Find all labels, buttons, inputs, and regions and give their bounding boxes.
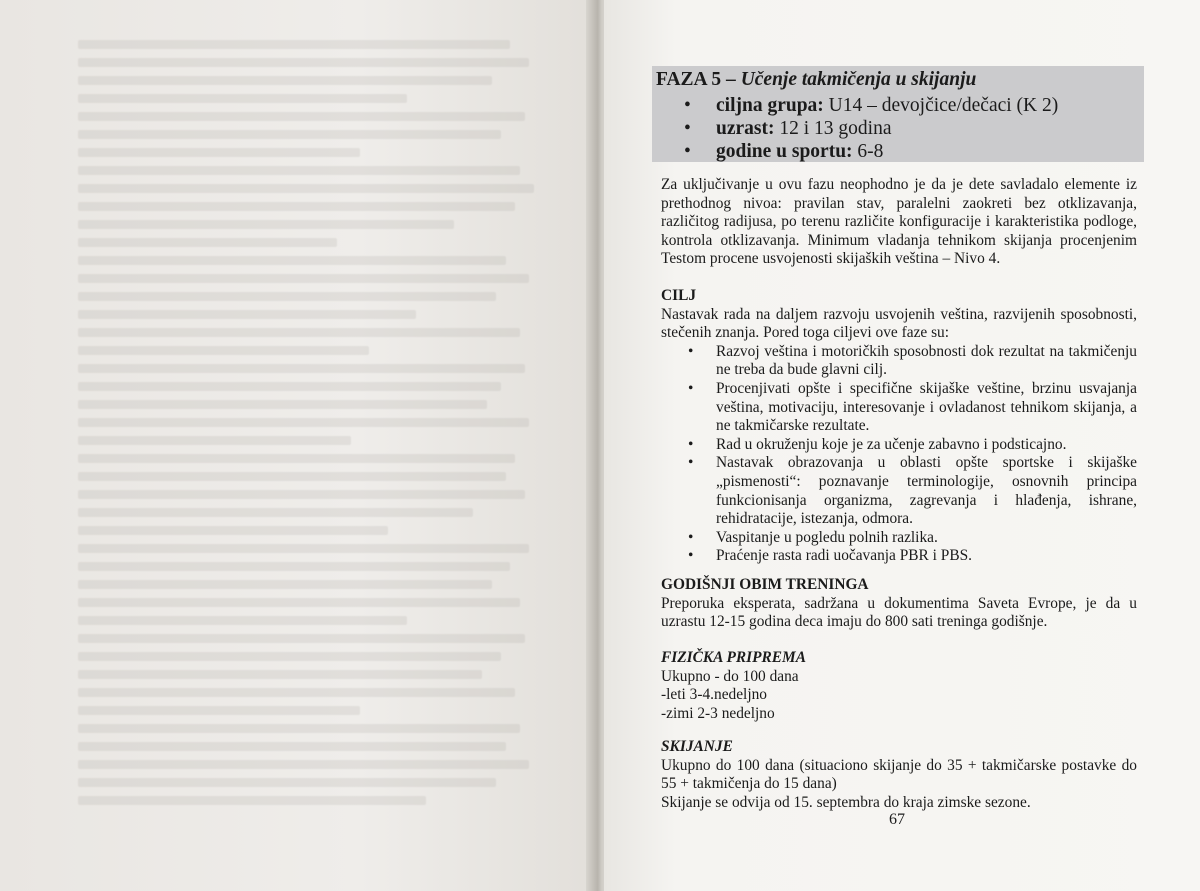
intro-block [661,176,1137,269]
cilj-list [661,343,1137,566]
fizicka-line: -zimi 2-3 nedeljno [661,704,775,722]
fizicka-line: -leti 3-4.nedeljno [661,686,767,704]
left-page [0,0,598,891]
list-item: • Procenjivati opšte i specifične skijaške veštine, brzinu usvajanja veština, motivaciju, interesovanje i ovladanost tehnikom skijanja, a ne takmičarske rezultate. [661,380,1137,436]
phase-info-list [684,94,1058,163]
list-item: • Nastavak obrazovanja u oblasti opšte sportske i skijaške „pismenosti“: poznavanje terminologije, osnovnih principa funkcionisanja organizma, zagrevanja i hlađenja, ishrane, rehidratacije, istezanja, odmora. [661,454,1137,528]
cilj-paragraph: Nastavak rada na daljem razvoju usvojenih veština, razvijenih sposobnosti, stečenih znanja. Pored toga ciljevi ove faze su: [661,305,1137,342]
target-group-item: • ciljna grupa: U14 – devojčice/dečaci (K 2) [684,94,1058,117]
right-page [604,0,1200,891]
obim-heading: GODIŠNJI OBIM TRENINGA [661,576,869,593]
list-item: • Razvoj veština i motoričkih sposobnosti dok rezultat na takmičenju ne treba da bude glavni cilj. [661,343,1137,380]
obim-section [661,576,1137,632]
fizicka-heading: FIZIČKA PRIPREMA [661,649,806,666]
phase-title: FAZA 5 – Učenje takmičenja u skijanju [656,69,977,90]
fizicka-line: Ukupno - do 100 dana [661,667,799,685]
cilj-section [661,287,1137,566]
years-in-sport-item: • godine u sportu: 6-8 [684,140,1058,163]
fizicka-section [661,649,1137,723]
age-item: • uzrast: 12 i 13 godina [684,117,1058,140]
skijanje-paragraph: Ukupno do 100 dana (situaciono skijanje do 35 + takmičarske postavke do 55 + takmičenja do 15 dana) [661,756,1137,793]
skijanje-heading: SKIJANJE [661,738,733,755]
page-number: 67 [889,811,905,828]
list-item: • Rad u okruženju koje je za učenje zabavno i podsticajno. [661,436,1137,455]
obim-paragraph: Preporuka eksperata, sadržana u dokumentima Saveta Evrope, je da u uzrastu 12-15 godina deca imaju do 800 sati treninga godišnje. [661,594,1137,631]
intro-paragraph: Za uključivanje u ovu fazu neophodno je da je dete savladalo elemente iz prethodnog nivoa: pravilan stav, paralelni zaokreti bez otklizavanja, različitog radijusa, po terenu različite konfiguracije i karakteristika podloge, kontrola otklizavanja. Minimum vladanja tehnikom skijanja procenjenim Testom procene usvojenosti skijaških veština – Nivo 4. [661,176,1137,268]
bleed-through-text [78,40,548,814]
list-item: • Vaspitanje u pogledu polnih razlika. [661,529,1137,548]
skijanje-section [661,738,1137,812]
cilj-heading: CILJ [661,287,697,304]
skijanje-line: Skijanje se odvija od 15. septembra do kraja zimske sezone. [661,793,1031,811]
list-item: • Praćenje rasta radi uočavanja PBR i PBS. [661,547,1137,566]
